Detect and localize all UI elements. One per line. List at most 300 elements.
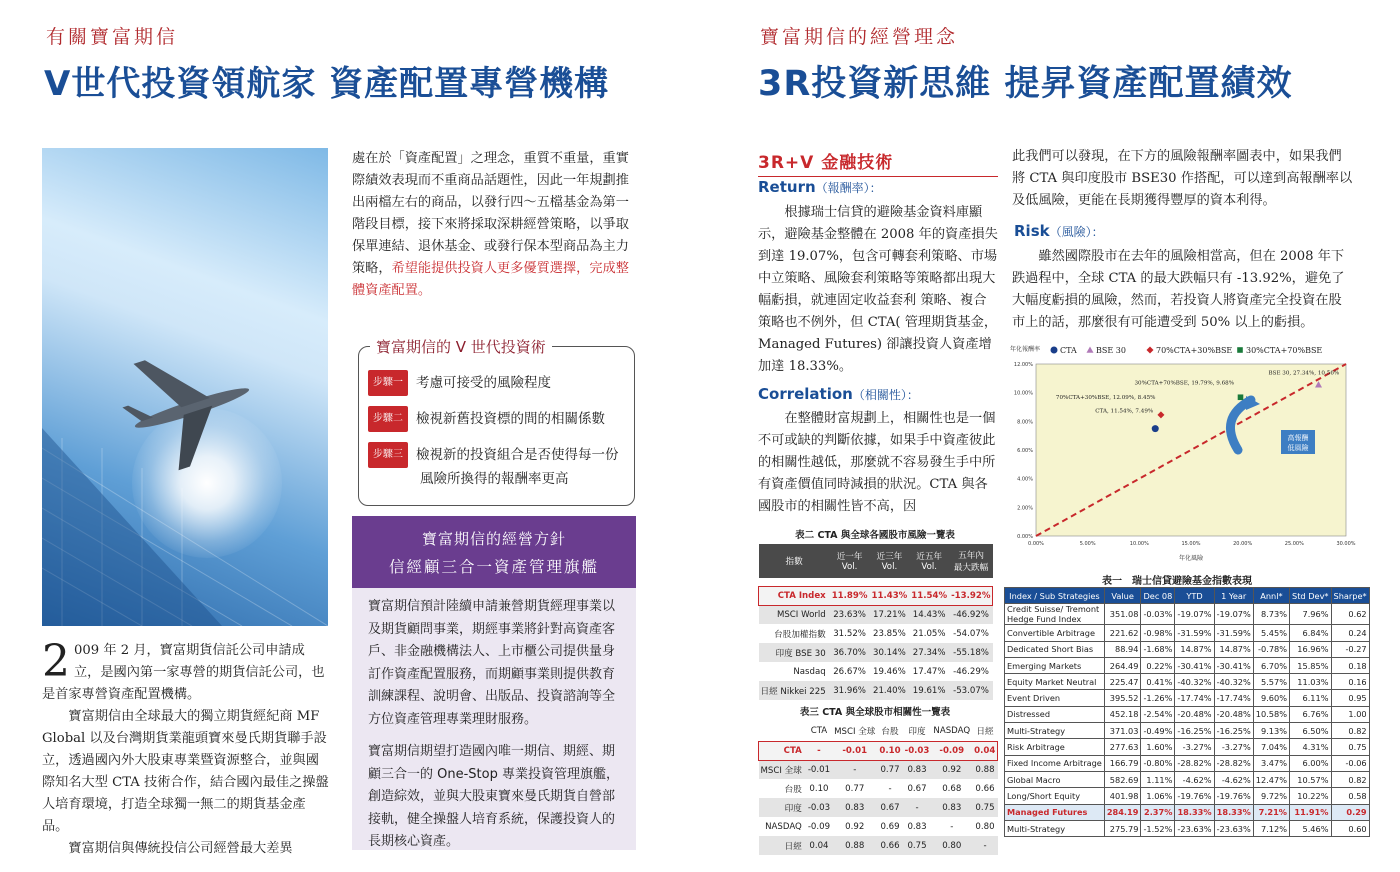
data-point-cta [1152, 425, 1159, 432]
table1-cell: Dedicated Short Bias [1005, 641, 1105, 657]
table1-cell: 0.82 [1331, 771, 1369, 787]
table1-cell: -19.07% [1175, 604, 1214, 625]
table1-row [1005, 674, 1370, 690]
table1-cell: 14.87% [1214, 641, 1253, 657]
table2-row [759, 586, 993, 605]
table3-cell: 0.77 [877, 760, 902, 779]
intro-right-text: 此我們可以發現，在下方的風險報酬率圖表中，如果我們將 CTA 與印度股市 BSE30 作搭配，可以達到高報酬率以及低風險，更能在長期獲得豐厚的資本利得。 [1012, 149, 1353, 208]
table1-cell: 0.22% [1141, 657, 1175, 673]
table1-cell: 225.47 [1104, 674, 1141, 690]
table2-cell: 21.40% [870, 681, 910, 700]
table2-cell: 30.14% [870, 643, 910, 662]
table1-cell: 5.46% [1290, 820, 1332, 836]
table3-header-cell: MSCI 全球 [832, 722, 877, 741]
intro-text: 2 009 年 2 月，寶富期貨信託公司申請成立，是國內第一家專營的期貨信託公司，也是首家專營資產配置機構。 寶富期信由全球最大的獨立期貨經紀商 MF Global 以及台灣期貨業龍頭寶來曼氏期貨聯手設立，透過國內外大股東專業暨資源整合，並與國際知名大型 CTA 技術合作，結合國內最佳之操盤人培育環境，打造全球獨一無二的期貨基金產品。 寶富期信與傳統投信公司經營最大差異 [42, 640, 330, 860]
table3-cell: 0.68 [942, 783, 962, 794]
data-point-30-cta-70-bse [1238, 394, 1244, 400]
step-tag: 步驟三 [368, 442, 408, 468]
table2-spacer [759, 578, 993, 586]
table1-row [1005, 755, 1370, 771]
table2-cell: 台股加權指數 [774, 629, 826, 640]
risk-text: 雖然國際股市在去年的風險相當高，但在 2008 年下跌過程中，全球 CTA 的最大跌幅只有 -13.92%，避免了大幅度虧損的風險，然而，若投資人將資產完全投資在股市上的話，那麼很有可能遭受到 50% 以上的虧損。 [1012, 249, 1345, 330]
table1-cell: Credit Suisse/ Tremont Hedge Fund Index [1005, 604, 1105, 625]
table1-cell: 0.62 [1331, 604, 1369, 625]
table3-cell: 0.04 [972, 741, 998, 760]
table1-cell: 18.33% [1214, 804, 1253, 820]
header-line-1: 近一年 [836, 552, 863, 562]
table2-cell: 36.70% [830, 643, 870, 662]
table1-cell: Long/Short Equity [1005, 788, 1105, 804]
table2-header-cell [830, 544, 870, 578]
x-tick-label: 15.00% [1181, 541, 1201, 547]
table1 [1004, 587, 1370, 837]
return-text: 根據瑞士信貸的避險基金資料庫顯示，避險基金整體在 2008 年的資產損失到達 19.07%，包含可轉套利策略、市場中立策略、風險套利策略等策略都出現大幅虧損，就連固定收益套利 策略、複合策略也不例外，但 CTA( 管理期貨基金，Managed Futures) 卻讓投資人資產增加達 18.33%。 [758, 205, 998, 374]
legend-marker [1237, 347, 1243, 353]
table1-cell: -28.82% [1175, 755, 1214, 771]
table3-cell: 0.83 [903, 760, 932, 779]
table3-row [759, 836, 998, 855]
table1-cell: -20.48% [1214, 706, 1253, 722]
table1-row [1005, 804, 1370, 820]
table1-cell: -19.76% [1214, 788, 1253, 804]
table1-cell: 3.47% [1253, 755, 1289, 771]
banner-line-2: 信經顧三合一資產管理旗艦 [388, 558, 599, 576]
risk-heading: Risk（風險）： [1014, 222, 1104, 240]
table2-cell: -54.07% [953, 628, 989, 639]
table1-cell: 264.49 [1104, 657, 1141, 673]
table2-row [759, 681, 993, 700]
legend-label: BSE 30 [1096, 346, 1126, 355]
table1-header-cell: Std Dev* [1290, 588, 1332, 604]
table1-cell: 1.00 [1331, 706, 1369, 722]
table3-row [759, 741, 998, 760]
table1-cell: -17.74% [1214, 690, 1253, 706]
table1-cell: -0.27 [1331, 641, 1369, 657]
table1-cell: -1.52% [1141, 820, 1175, 836]
chart-legend [1051, 346, 1323, 355]
table1-cell: 18.33% [1175, 804, 1214, 820]
table1-cell: 7.04% [1253, 739, 1289, 755]
step-1 [368, 370, 630, 396]
table2-header-cell [759, 544, 830, 578]
table3-cell: 0.83 [931, 798, 972, 817]
table2-cell: 27.34% [909, 643, 949, 662]
table1-cell: 452.18 [1104, 706, 1141, 722]
header-line-1: 五年內 [958, 551, 984, 561]
table1-cell: 351.08 [1104, 604, 1141, 625]
table1-cell: 9.13% [1253, 723, 1289, 739]
table1-cell: 10.58% [1253, 706, 1289, 722]
table1-cell: 0.60 [1331, 820, 1369, 836]
table1-cell: 9.60% [1253, 690, 1289, 706]
risk-return-chart [1006, 338, 1356, 568]
table1-cell: 4.31% [1290, 739, 1332, 755]
legend-label: 30%CTA+70%BSE [1246, 346, 1323, 355]
table2-header-cell [909, 544, 949, 578]
legend-marker [1147, 347, 1154, 354]
table3-cell: 0.80 [975, 821, 995, 832]
table3-row [759, 798, 998, 817]
table1-cell: Event Driven [1005, 690, 1105, 706]
y-tick-label: 10.00% [1013, 390, 1033, 397]
step-text: 檢視新舊投資標的間的相關係數 [416, 411, 605, 427]
table3-cell: 0.92 [931, 760, 972, 779]
annotation-text-1: 高報酬 [1287, 434, 1309, 442]
table3-cell: - [972, 836, 998, 855]
banner-line-1: 寶富期信的經營方針 [421, 530, 566, 548]
table1-row [1005, 625, 1370, 641]
table1-cell: Managed Futures [1005, 804, 1105, 820]
table3-cell: - [903, 798, 932, 817]
airplane-photo [42, 148, 328, 626]
table2-cell: 31.96% [830, 681, 870, 700]
table2-cell: MSCI World [759, 605, 830, 624]
table3-cell: 0.69 [880, 821, 900, 832]
table1-cell: 5.45% [1253, 625, 1289, 641]
legend-marker [1087, 347, 1094, 353]
table3-header-cell: 印度 [903, 722, 932, 741]
dropcap: 2 [42, 636, 70, 687]
table3-cell: 0.66 [975, 783, 995, 794]
table1-cell: -4.62% [1175, 771, 1214, 787]
table1-cell: 0.95 [1331, 690, 1369, 706]
table1-cell: 1.11% [1141, 771, 1175, 787]
table1-cell: 0.75 [1331, 739, 1369, 755]
table3-header-row [759, 722, 998, 741]
table2-cell: 17.21% [870, 605, 910, 624]
table1-cell: -31.59% [1175, 625, 1214, 641]
table1-cell: -0.06 [1331, 755, 1369, 771]
table1-cell: 11.91% [1290, 804, 1332, 820]
step-text: 檢視新的投資組合是否使得每一份風險所換得的報酬率更高 [416, 447, 619, 487]
return-heading: Return（報酬率）： [758, 178, 882, 196]
table3-cell: -0.01 [806, 760, 832, 779]
table2-cell: -46.29% [953, 666, 989, 677]
table1-row [1005, 739, 1370, 755]
table1-cell: 1.60% [1141, 739, 1175, 755]
x-tick-label: 10.00% [1129, 541, 1149, 547]
table1-cell: Fixed Income Arbitrage [1005, 755, 1105, 771]
table1-cell: 8.73% [1253, 604, 1289, 625]
table1-header-cell: Annl* [1253, 588, 1289, 604]
table2-cell: 23.85% [873, 628, 906, 639]
table1-cell: Global Macro [1005, 771, 1105, 787]
table2-caption: 表二 CTA 與全球各國股市風險一覽表 [795, 530, 955, 541]
y-tick-label: 0.00% [1017, 534, 1033, 540]
table1-cell: Risk Arbitrage [1005, 739, 1105, 755]
table1-cell: Distressed [1005, 706, 1105, 722]
table1-row [1005, 690, 1370, 706]
table3-header-cell: 台股 [877, 722, 902, 741]
legend-label: 70%CTA+30%BSE [1156, 346, 1233, 355]
header-line-1: 近三年 [876, 552, 903, 562]
table1-cell: -30.41% [1214, 657, 1253, 673]
step-2 [368, 406, 630, 432]
table1-cell: 88.94 [1104, 641, 1141, 657]
table1-cell: -19.07% [1214, 604, 1253, 625]
table1-caption: 表一 瑞士信貸避險基金指數表現 [1102, 576, 1252, 587]
table1-cell: 582.69 [1104, 771, 1141, 787]
table1-cell: 15.85% [1290, 657, 1332, 673]
table1-cell: -40.32% [1214, 674, 1253, 690]
x-tick-label: 30.00% [1336, 541, 1356, 547]
chart-xlabel: 年化風險 [1178, 555, 1204, 562]
table1-cell: 6.84% [1290, 625, 1332, 641]
table3-cell: 0.75 [972, 798, 998, 817]
panel-paragraph-2: 寶富期信期望打造國內唯一期信、期經、期顧三合一的 One-Stop 專業投資管理旗艦，創造綜效，並與大股東寶來曼氏期貨自營部接軌，健全操盤人培育系統，保護投資人的長期核心資產。 [368, 744, 619, 849]
table1-cell: 0.29 [1331, 804, 1369, 820]
table3-cell: 0.83 [907, 821, 927, 832]
table3-cell: CTA [759, 741, 806, 760]
table2-cell: -13.92% [949, 586, 993, 605]
table3-cell: - [832, 760, 877, 779]
data-label: BSE 30, 27.34%, 10.56% [1268, 370, 1340, 377]
correlation-heading: Correlation（相關性）： [758, 385, 919, 403]
table2-cell: 14.43% [909, 605, 949, 624]
table1-cell: -19.76% [1175, 788, 1214, 804]
table1-cell: 12.47% [1253, 771, 1289, 787]
table2-header-cell [870, 544, 910, 578]
table2-cell: 21.05% [912, 628, 946, 639]
strategy-panel [352, 588, 636, 850]
table3-cell: MSCI 全球 [759, 760, 806, 779]
annotation-text-2: 低風險 [1287, 444, 1309, 452]
table2-cell: Nasdaq [793, 666, 826, 677]
table1-cell: 401.98 [1104, 788, 1141, 804]
table2-row [759, 605, 993, 624]
table1-cell: -0.03% [1141, 604, 1175, 625]
table3-cell: 0.83 [832, 798, 877, 817]
x-tick-label: 20.00% [1233, 541, 1253, 547]
y-tick-label: 6.00% [1017, 448, 1033, 454]
table1-cell: Convertible Arbitrage [1005, 625, 1105, 641]
table3-header-cell: CTA [806, 722, 832, 741]
data-label: CTA, 11.54%, 7.49% [1095, 408, 1154, 415]
table2-cell: 17.47% [912, 666, 946, 677]
table1-cell: 6.00% [1290, 755, 1332, 771]
table1-cell: 0.18 [1331, 657, 1369, 673]
table3-header-cell: 日經 [972, 722, 998, 741]
table3-cell: - [806, 741, 832, 760]
table1-header-cell: YTD [1175, 588, 1214, 604]
table1-cell: -16.25% [1175, 723, 1214, 739]
right-headline: 3R投資新思維 提昇資產配置績效 [758, 64, 1293, 104]
table1-cell: -4.62% [1214, 771, 1253, 787]
header-line-1: 指數 [785, 557, 803, 567]
table1-cell: Equity Market Neutral [1005, 674, 1105, 690]
table1-cell: -0.78% [1253, 641, 1289, 657]
table3-cell: -0.09 [807, 821, 831, 832]
header-line-2: Vol. [841, 562, 858, 572]
table2-cell: 11.54% [909, 586, 949, 605]
strategy-banner [352, 516, 636, 588]
table2-cell: 印度 BSE 30 [759, 643, 830, 662]
table1-cell: 166.79 [1104, 755, 1141, 771]
table3-cell: NASDAQ [765, 821, 802, 832]
table1-header-cell: Dec 08 [1141, 588, 1175, 604]
data-label: 30%CTA+70%BSE, 19.79%, 9.68% [1134, 380, 1235, 387]
table2-cell: CTA Index [759, 586, 830, 605]
table3-cell: 日經 [759, 836, 806, 855]
header-line-2: Vol. [921, 562, 937, 572]
table3-cell: -0.01 [832, 741, 877, 760]
table1-row [1005, 641, 1370, 657]
table3 [758, 722, 998, 855]
table1-cell: 7.21% [1253, 804, 1289, 820]
y-tick-label: 12.00% [1013, 362, 1033, 368]
table2-cell: 31.52% [833, 628, 866, 639]
highlight-text: 希望能提供投資人更多優質選擇，完成整體資產配置。 [352, 261, 629, 298]
table1-cell: -3.27% [1175, 739, 1214, 755]
header-line-2: Vol. [881, 562, 898, 572]
table2-cell: -46.92% [949, 605, 993, 624]
correlation-text: 在整體財富規劃上，相關性也是一個不可或缺的判斷依據，如果手中資產彼此的相關性越低，那麼就不容易發生手中所有資產價值同時減損的狀況。CTA 與各國股市的相關性皆不高，因 [758, 411, 996, 514]
table1-header-cell: 1 Year [1214, 588, 1253, 604]
table1-cell: Multi-Strategy [1005, 820, 1105, 836]
table3-cell: -0.09 [931, 741, 972, 760]
y-tick-label: 2.00% [1017, 505, 1033, 512]
airplane-icon [111, 332, 266, 480]
table1-cell: -0.98% [1141, 625, 1175, 641]
step-text: 考慮可接受的風險程度 [416, 375, 551, 391]
y-tick-label: 8.00% [1017, 419, 1033, 426]
building-graphic [42, 148, 328, 626]
table1-cell: 395.52 [1104, 690, 1141, 706]
table1-cell: 7.96% [1290, 604, 1332, 625]
table3-header-cell [759, 722, 806, 741]
table1-cell: 6.70% [1253, 657, 1289, 673]
step-tag: 步驟一 [368, 370, 408, 396]
table1-cell: -40.32% [1175, 674, 1214, 690]
table3-cell: 0.77 [845, 783, 865, 794]
table1-cell: -3.27% [1214, 739, 1253, 755]
table1-cell: -1.68% [1141, 641, 1175, 657]
table1-cell: -1.26% [1141, 690, 1175, 706]
header-line-2: 最大跌幅 [953, 563, 989, 573]
table1-cell: -31.59% [1214, 625, 1253, 641]
table1-cell: 0.82 [1331, 723, 1369, 739]
x-tick-label: 5.00% [1079, 541, 1096, 547]
table1-cell: -23.63% [1175, 820, 1214, 836]
table2-cell: 26.67% [833, 666, 866, 677]
table1-cell: 284.19 [1104, 804, 1141, 820]
table2-row [759, 662, 993, 681]
table1-header-cell: Index / Sub Strategies [1005, 588, 1105, 604]
table1-cell: -0.80% [1141, 755, 1175, 771]
table1-row [1005, 771, 1370, 787]
right-kicker: 寶富期信的經營理念 [760, 26, 959, 48]
table1-row [1005, 723, 1370, 739]
table1-cell: 10.57% [1290, 771, 1332, 787]
table1-cell: Emerging Markets [1005, 657, 1105, 673]
table1-cell: 0.58 [1331, 788, 1369, 804]
left-column-text: 處在於「資產配置」之理念，重質不重量，重實際績效表現而不重商品話題性，因此一年規劃推出兩檔左右的商品，以發行四～五檔基金為第一階段目標，接下來將採取深耕經營策略，以爭取保單連結、退休基金、或發行保本型商品為主力策略，希望能提供投資人更多優質選擇，完成整體資產配置。 [352, 151, 629, 298]
table1-cell: -23.63% [1214, 820, 1253, 836]
table3-cell: 0.88 [972, 760, 998, 779]
table1-row [1005, 820, 1370, 836]
table1-row [1005, 657, 1370, 673]
table3-cell: 0.67 [907, 783, 927, 794]
table2-cell: 11.89% [830, 586, 870, 605]
table2-row [759, 624, 993, 643]
table1-cell: 6.76% [1290, 706, 1332, 722]
y-tick-label: 4.00% [1017, 476, 1033, 483]
table1-row [1005, 706, 1370, 722]
table3-cell: 0.10 [809, 783, 829, 794]
table3-cell: 台股 [784, 784, 802, 795]
table1-cell: -0.49% [1141, 723, 1175, 739]
table1-cell: 221.62 [1104, 625, 1141, 641]
left-headline: V世代投資領航家 資產配置專營機構 [44, 64, 610, 104]
left-kicker: 有關寶富期信 [46, 26, 179, 48]
table1-cell: Multi-Strategy [1005, 723, 1105, 739]
table1-cell: -30.41% [1175, 657, 1214, 673]
table3-cell: 0.66 [877, 836, 902, 855]
table2-header-row [759, 544, 993, 578]
table1-cell: -20.48% [1175, 706, 1214, 722]
table2-cell: 日經 Nikkei 225 [759, 681, 830, 700]
table3-cell: -0.03 [903, 741, 932, 760]
table2-cell: 11.43% [870, 586, 910, 605]
table3-cell: -0.03 [806, 798, 832, 817]
table3-cell: 0.80 [931, 836, 972, 855]
table3-row [759, 760, 998, 779]
table3-caption: 表三 CTA 與全球股市相關性一覽表 [799, 707, 951, 718]
table3-cell: 0.88 [832, 836, 877, 855]
table1-cell: -2.54% [1141, 706, 1175, 722]
x-tick-label: 25.00% [1284, 541, 1304, 547]
step-tag: 步驟二 [368, 406, 408, 432]
table1-cell: 1.06% [1141, 788, 1175, 804]
table2-cell: 23.63% [830, 605, 870, 624]
table1-cell: 2.37% [1141, 804, 1175, 820]
header-line-1: 近五年 [916, 552, 943, 562]
table1-cell: 14.87% [1175, 641, 1214, 657]
table1-cell: 6.11% [1290, 690, 1332, 706]
table1-row [1005, 788, 1370, 804]
table1-cell: 0.41% [1141, 674, 1175, 690]
table1-cell: -28.82% [1214, 755, 1253, 771]
legend-marker [1051, 347, 1058, 354]
table1-cell: 371.03 [1104, 723, 1141, 739]
table1-cell: 6.50% [1290, 723, 1332, 739]
step-3 [368, 442, 630, 490]
table1-cell: 5.57% [1253, 674, 1289, 690]
table1-header-row [1005, 588, 1370, 604]
table1-cell: 0.24 [1331, 625, 1369, 641]
table2 [758, 544, 993, 700]
legend-label: CTA [1060, 346, 1077, 355]
table1-cell: -16.25% [1214, 723, 1253, 739]
table1-cell: 11.03% [1290, 674, 1332, 690]
table3-row [759, 817, 998, 836]
table3-cell: - [950, 821, 954, 832]
table1-cell: 10.22% [1290, 788, 1332, 804]
chart-ylabel: 年化報酬率 [1010, 346, 1041, 353]
table1-cell: -17.74% [1175, 690, 1214, 706]
section-title: 3R+V 金融技術 [758, 148, 998, 177]
table1-cell: 16.96% [1290, 641, 1332, 657]
table3-cell: 0.67 [877, 798, 902, 817]
steps-title: 寶富期信的 V 世代投資術 [370, 336, 552, 357]
table3-cell: 印度 [759, 798, 806, 817]
table2-header-cell [949, 544, 993, 578]
table2-row [759, 643, 993, 662]
table3-header-cell: NASDAQ [931, 722, 972, 741]
x-tick-label: 0.00% [1028, 541, 1044, 547]
table2-cell: 19.61% [909, 681, 949, 700]
table1-cell: 9.72% [1253, 788, 1289, 804]
